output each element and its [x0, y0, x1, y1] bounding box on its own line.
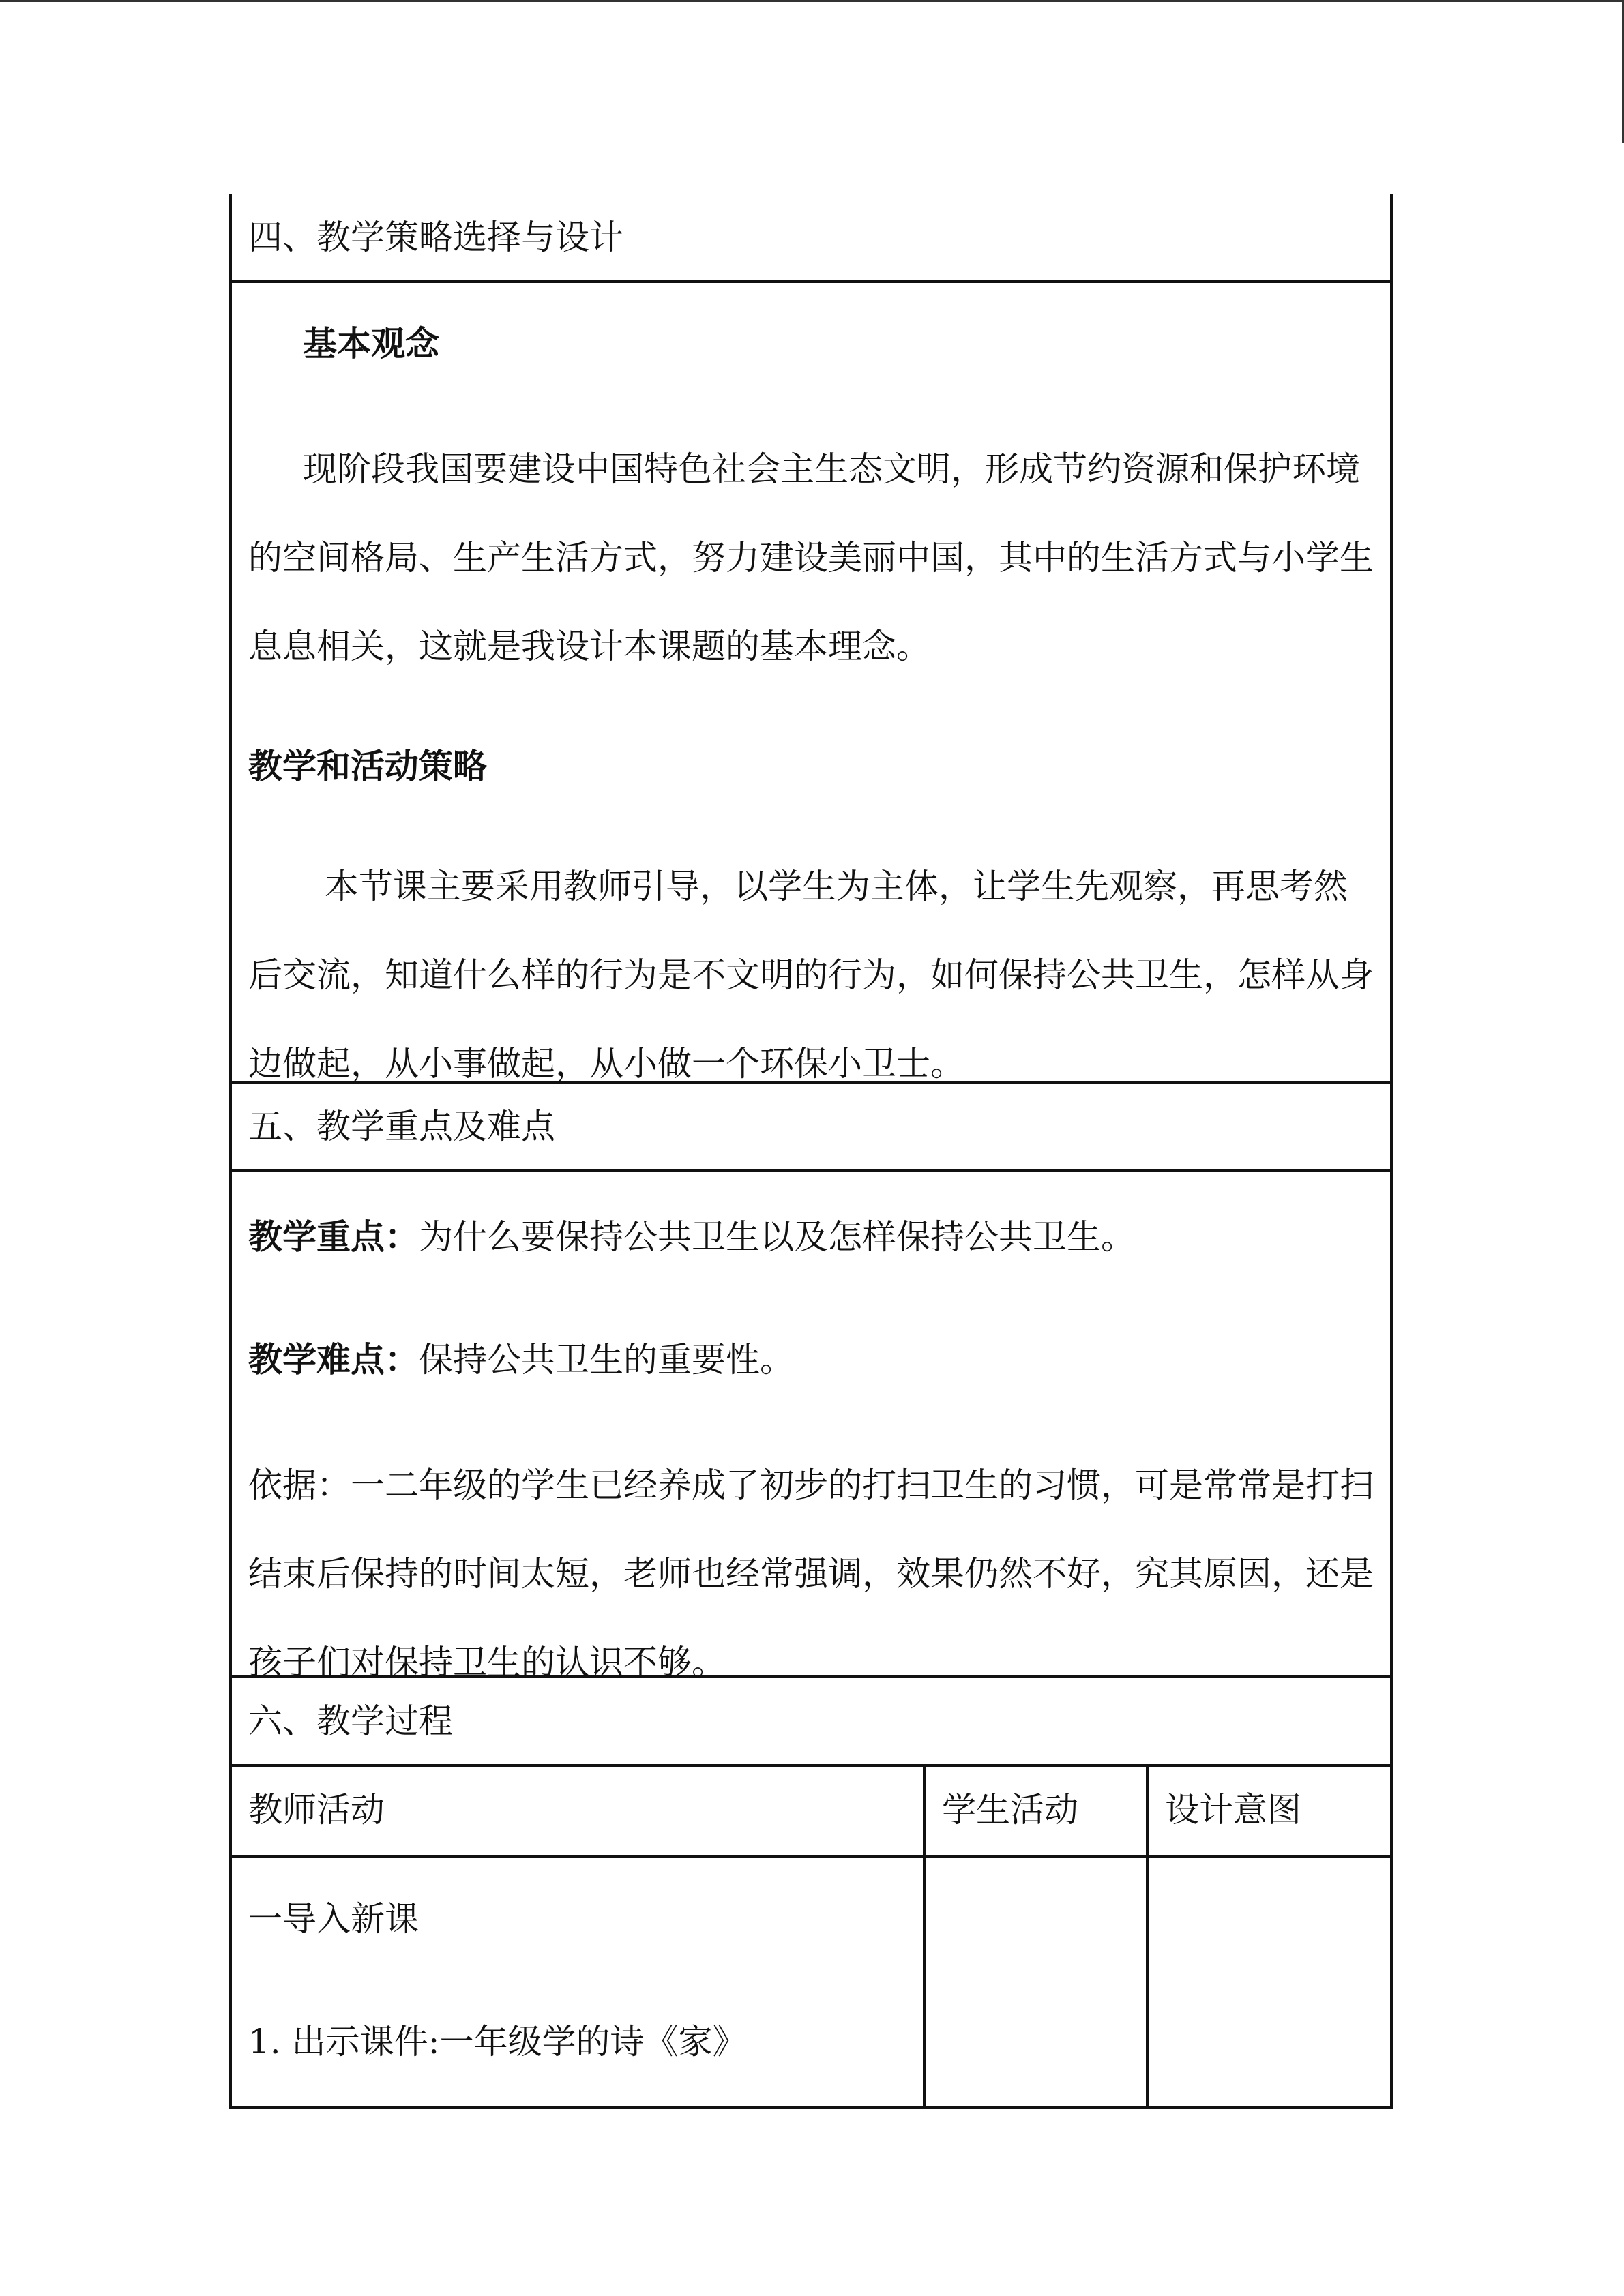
section5-title-cell — [229, 1084, 1393, 1172]
section5-content-cell — [229, 1172, 1393, 1682]
key-point-text: 为什么要保持公共卫生以及怎样保持公共卫生。 — [419, 1217, 1135, 1257]
key-point-line — [248, 1193, 1376, 1281]
teacher-activity-cell — [232, 1858, 923, 2106]
difficult-point-line — [248, 1315, 1376, 1404]
section4-title-cell — [229, 194, 1393, 283]
page-top-border — [0, 0, 1624, 2]
section6-title-cell — [229, 1678, 1393, 1767]
lesson-plan-table — [229, 194, 1393, 2109]
process-row — [229, 1858, 1393, 2109]
design-intent-cell — [1146, 1858, 1390, 2106]
basis-paragraph: 依据：一二年级的学生已经养成了初步的打扫卫生的习惯，可是常常是打扫结束后保持的时间太短，老师也经常强调，效果仍然不好，究其原因，还是孩子们对保持卫生的认识不够。 — [248, 1465, 1374, 1682]
basic-concept-heading: 基本观念 — [303, 323, 439, 363]
process-header-row — [229, 1767, 1393, 1858]
basic-concept-paragraph: 现阶段我国要建设中国特色社会主生态文明，形成节约资源和保护环境的空间格局、生产生活方式，努力建设美丽中国，其中的生活方式与小学生息息相关，这就是我设计本课题的基本理念。 — [248, 449, 1374, 666]
strategy-paragraph: 本节课主要采用教师引导，以学生为主体，让学生先观察，再思考然后交流，知道什么样的行为是不文明的行为，如何保持公共卫生，怎样从身边做起，从小事做起，从小做一个环保小卫士。 — [248, 867, 1374, 1084]
section4-title: 四、教学策略选择与设计 — [248, 218, 623, 257]
step-title: 一导入新课 — [248, 1899, 419, 1939]
student-activity-header: 学生活动 — [923, 1767, 1146, 1855]
difficult-point-text: 保持公共卫生的重要性。 — [419, 1340, 794, 1380]
section6-title: 六、教学过程 — [248, 1701, 453, 1741]
key-point-label: 教学重点： — [248, 1217, 419, 1257]
section4-content-cell — [229, 283, 1393, 1084]
design-intent-header: 设计意图 — [1146, 1767, 1390, 1855]
teacher-activity-header: 教师活动 — [248, 1790, 385, 1830]
difficult-point-label: 教学难点： — [248, 1339, 419, 1380]
step-item: 1. 出示课件:一年级学的诗《家》 — [248, 2022, 747, 2061]
strategy-heading: 教学和活动策略 — [248, 746, 487, 786]
student-activity-cell — [923, 1858, 1146, 2106]
section5-title: 五、教学重点及难点 — [248, 1107, 555, 1146]
